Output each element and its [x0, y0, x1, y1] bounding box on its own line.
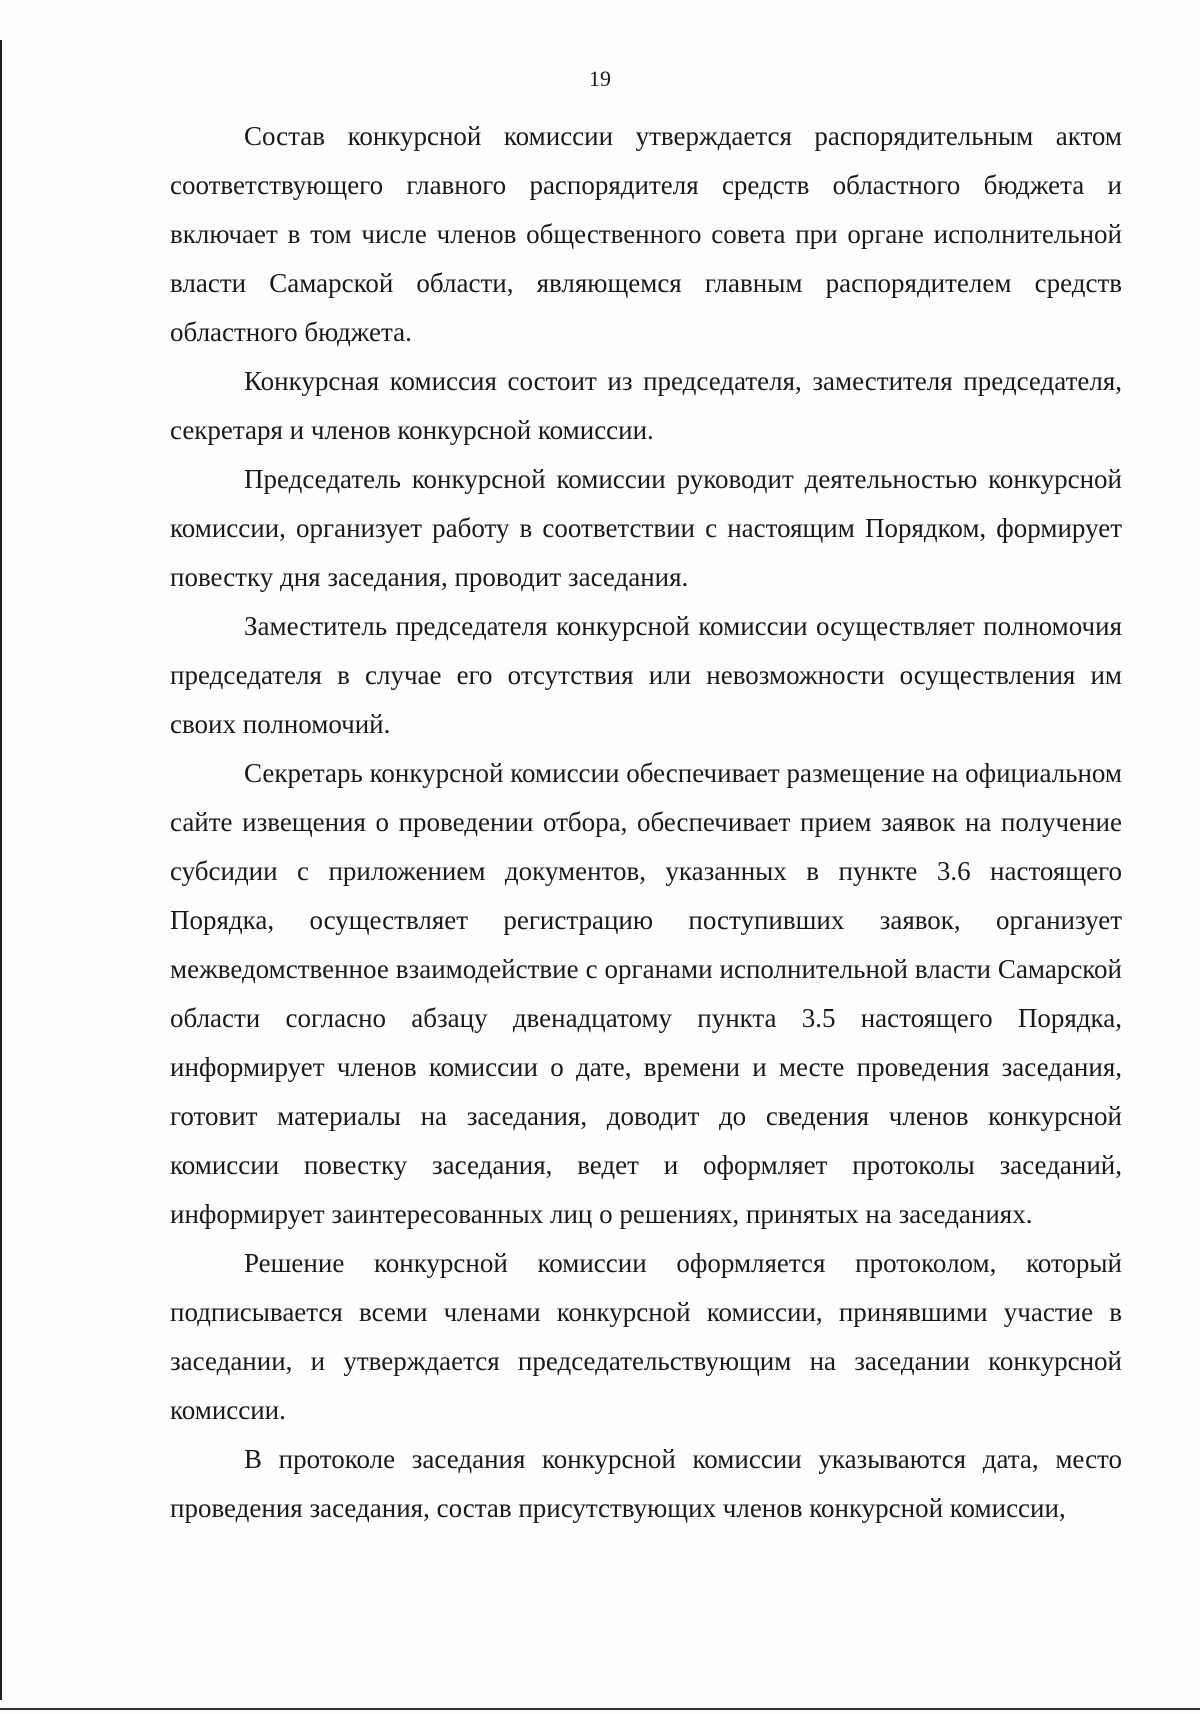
- paragraph-secretary-duties: Секретарь конкурсной комиссии обеспечивает размещение на официальном сайте извещения о проведении отбора, обеспечивает прием заявок на получение субсидии с приложением документов, указанных в пункте 3.6 настоящего Порядка, осуществляет регистрацию поступивших заявок, организует межведомственное взаимодействие с органами исполнительной власти Самарской области согласно абзацу двенадцатому пункта 3.5 настоящего Порядка, информирует членов комиссии о дате, времени и месте проведения заседания, готовит материалы на заседания, доводит до сведения членов конкурсной комиссии повестку заседания, ведет и оформляет протоколы заседаний, информирует заинтересованных лиц о решениях, принятых на заседаниях.: [170, 758, 1122, 1229]
- paragraph-commission-members: Конкурсная комиссия состоит из председателя, заместителя председателя, секретаря и членов конкурсной комиссии.: [170, 366, 1122, 445]
- paragraph-deputy-duties: Заместитель председателя конкурсной комиссии осуществляет полномочия председателя в случае его отсутствия или невозможности осуществления им своих полномочий.: [170, 611, 1122, 739]
- page-number: 19: [589, 66, 611, 91]
- paragraph-commission-composition: Состав конкурсной комиссии утверждается распорядительным актом соответствующего главного распорядителя средств областного бюджета и включает в том числе членов общественного совета при органе исполнительной власти Самарской области, являющемся главным распорядителем средств областного бюджета.: [170, 121, 1122, 347]
- paragraph-protocol-contents: В протоколе заседания конкурсной комиссии указываются дата, место проведения заседания, состав присутствующих членов конкурсной комиссии,: [170, 1444, 1122, 1523]
- paragraph-decision-protocol: Решение конкурсной комиссии оформляется протоколом, который подписывается всеми членами конкурсной комиссии, принявшими участие в заседании, и утверждается председательствующим на заседании конкурсной комиссии.: [170, 1248, 1122, 1425]
- scan-bottom-edge: [0, 1708, 1200, 1710]
- scan-left-edge: [0, 40, 2, 1700]
- document-body: [170, 112, 1122, 1533]
- paragraph-chairman-duties: Председатель конкурсной комиссии руководит деятельностью конкурсной комиссии, организует работу в соответствии с настоящим Порядком, формирует повестку дня заседания, проводит заседания.: [170, 464, 1122, 592]
